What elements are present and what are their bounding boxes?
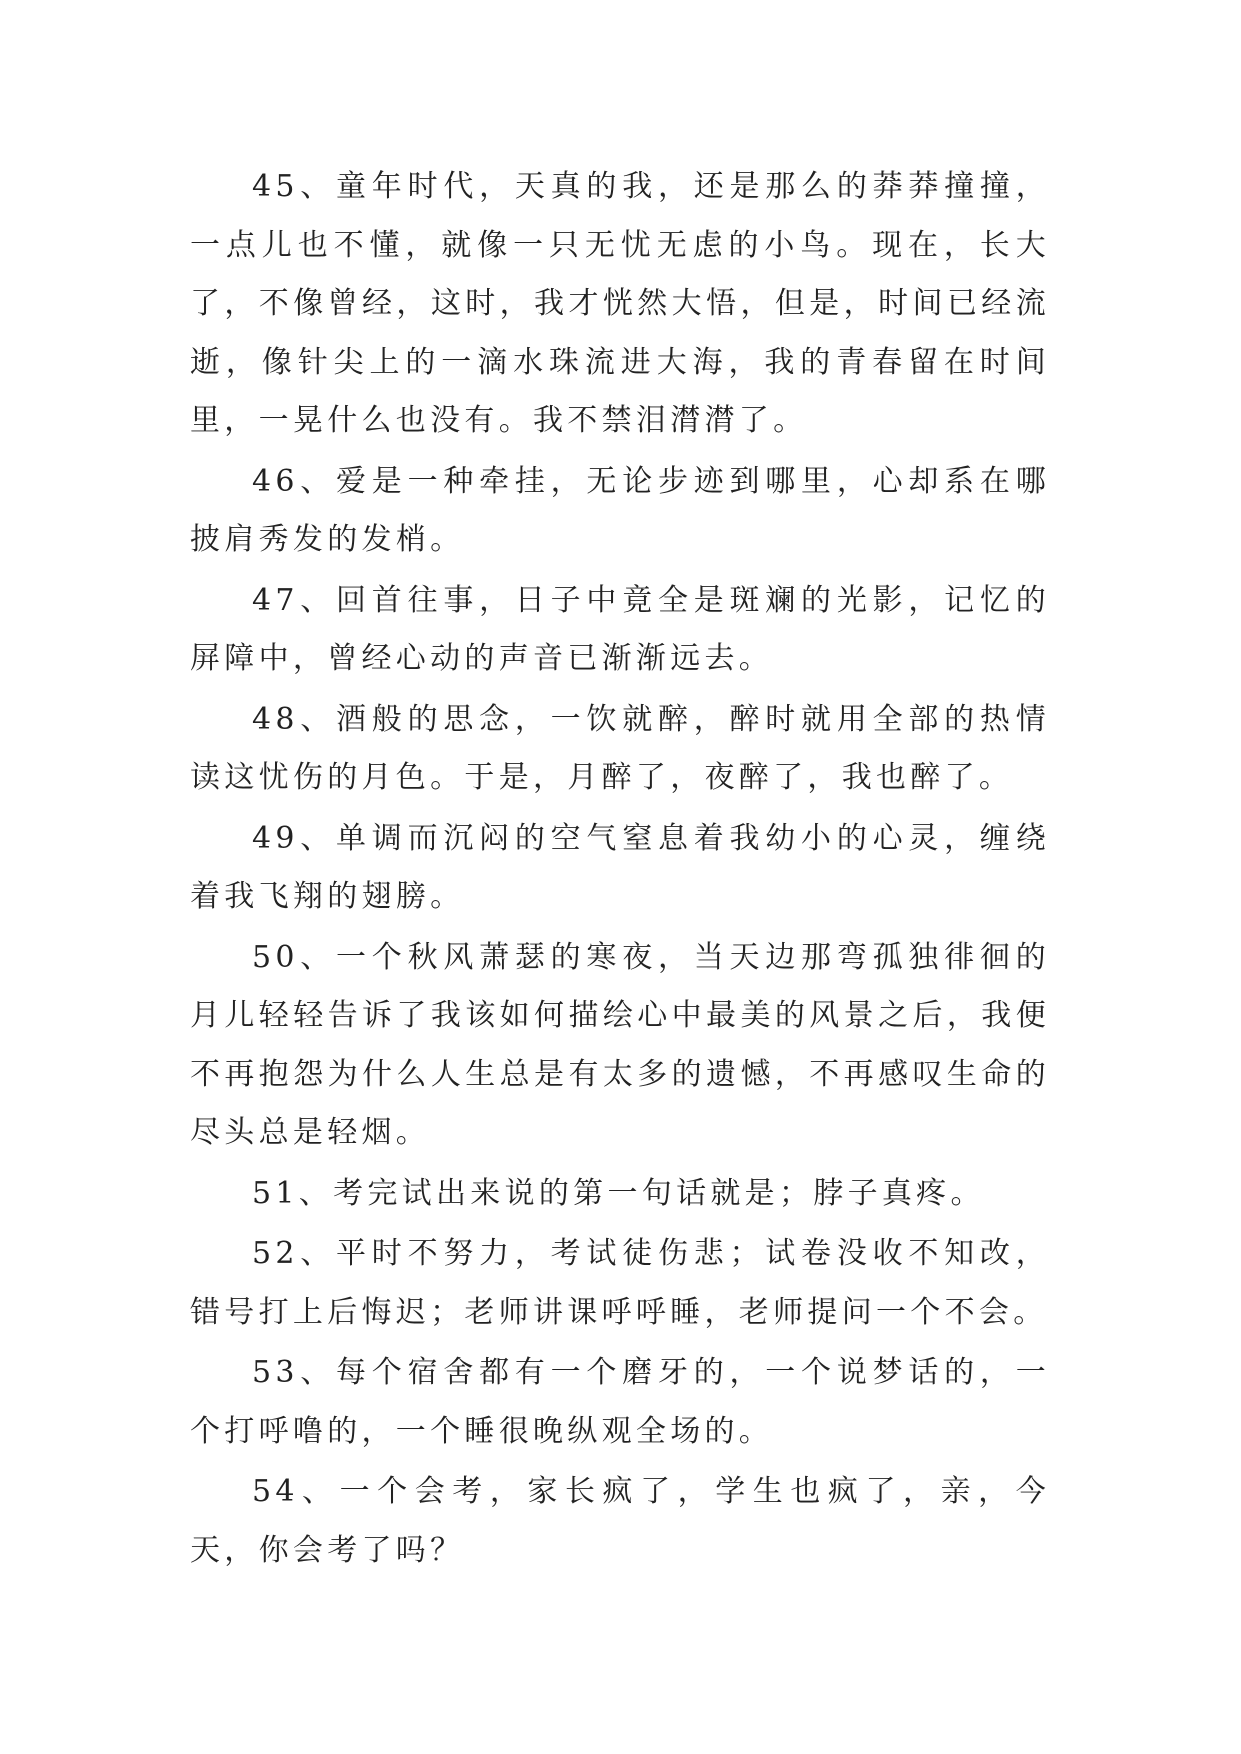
paragraph-51: 51、考完试出来说的第一句话就是；脖子真疼。 — [252, 1175, 985, 1211]
paragraph-52: 52、平时不努力，考试徒伤悲；试卷没收不知改，错号打上后悔迟；老师讲课呼呼睡，老师提问一个不会。 — [190, 1236, 1050, 1330]
paragraph-48: 48、酒般的思念，一饮就醉，醉时就用全部的热情读这忧伤的月色。于是，月醉了，夜醉了，我也醉了。 — [190, 701, 1050, 795]
paragraph-54: 54、一个会考，家长疯了，学生也疯了，亲，今天，你会考了吗？ — [190, 1474, 1050, 1568]
paragraph-50: 50、一个秋风萧瑟的寒夜，当天边那弯孤独徘徊的月儿轻轻告诉了我该如何描绘心中最美的风景之后，我便不再抱怨为什么人生总是有太多的遗憾，不再感叹生命的尽头总是轻烟。 — [190, 939, 1050, 1150]
document-body — [190, 158, 1050, 1582]
paragraph-53: 53、每个宿舍都有一个磨牙的，一个说梦话的，一个打呼噜的，一个睡很晚纵观全场的。 — [190, 1355, 1050, 1449]
paragraph-45: 45、童年时代，天真的我，还是那么的莽莽撞撞，一点儿也不懂，就像一只无忧无虑的小鸟。现在，长大了，不像曾经，这时，我才恍然大悟，但是，时间已经流逝，像针尖上的一滴水珠流进大海，我的青春留在时间里，一晃什么也没有。我不禁泪潸潸了。 — [190, 169, 1050, 438]
paragraph-47: 47、回首往事，日子中竟全是斑斓的光影，记忆的屏障中，曾经心动的声音已渐渐远去。 — [190, 582, 1050, 676]
paragraph-49: 49、单调而沉闷的空气窒息着我幼小的心灵，缠绕着我飞翔的翅膀。 — [190, 820, 1050, 914]
paragraph-46: 46、爱是一种牵挂，无论步迹到哪里，心却系在哪披肩秀发的发梢。 — [190, 463, 1050, 557]
